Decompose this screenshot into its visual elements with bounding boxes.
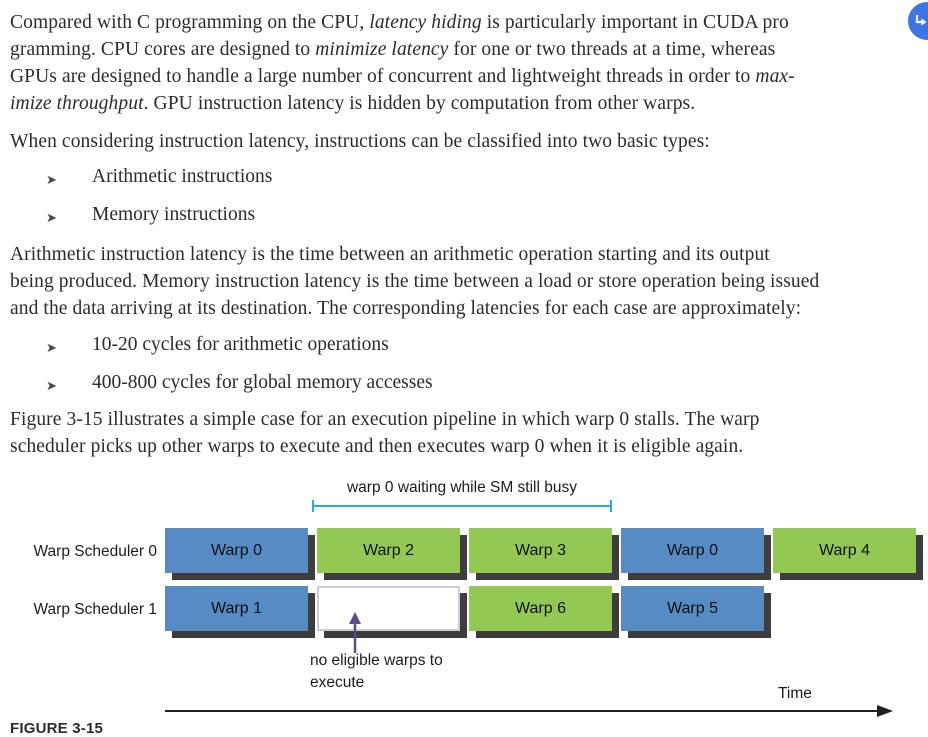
turn-arrow-icon [913, 13, 928, 29]
row-label-warp-scheduler-1: Warp Scheduler 1 [33, 601, 157, 618]
text-line: and the data arriving at its destination. The corresponding latencies for each case are approximately: [10, 298, 802, 319]
scheduler-0-timeline [165, 528, 916, 573]
warp-slot: Warp 0 [621, 528, 764, 573]
text-line [10, 63, 795, 90]
text-segment-italic: imize throughput [10, 93, 144, 114]
bullet-memory-instructions [46, 202, 255, 231]
paragraph-latency-definitions [10, 241, 819, 322]
text-segment: gramming. CPU cores are designed to [10, 39, 316, 60]
bullet-memory-cycles [46, 370, 433, 399]
warp-slot: Warp 0 [165, 528, 308, 573]
bracket-line [312, 505, 612, 507]
bullet-arithmetic-cycles [46, 332, 389, 361]
text-segment-italic: latency hiding [369, 12, 482, 33]
text-line [10, 36, 795, 63]
text-line: When considering instruction latency, instructions can be classified into two basic types: [10, 131, 710, 152]
warp-slot: Warp 5 [621, 586, 764, 631]
bullet-arrow-icon: ➤ [46, 341, 57, 356]
text-segment: for one or two threads at a time, whereas [448, 39, 776, 60]
bullet-arithmetic-instructions [46, 164, 272, 193]
bracket-tick [610, 500, 612, 512]
paragraph-figure-intro [10, 406, 760, 460]
paragraph-latency-hiding [10, 9, 795, 117]
text-segment: is particularly important in CUDA pro [481, 12, 789, 33]
text-segment: . GPU instruction latency is hidden by computation from other warps. [143, 93, 696, 114]
figure-caption: FIGURE 3-15 [10, 720, 104, 737]
text-segment: GPUs are designed to handle a large number of concurrent and lightweight threads in order to [10, 66, 756, 87]
text-line [10, 90, 795, 117]
annotation-no-eligible-warps [310, 650, 443, 694]
warp-slot: Warp 6 [469, 586, 612, 631]
text-segment: Compared with C programming on the CPU, [10, 12, 370, 33]
warp-slot-empty [317, 586, 460, 631]
text-segment-italic: max- [755, 66, 795, 87]
bullet-arrow-icon: ➤ [46, 173, 57, 188]
annotation-line: execute [310, 674, 365, 691]
time-axis-arrow [165, 701, 895, 721]
page-action-button[interactable] [908, 2, 928, 40]
bullet-text: 10-20 cycles for arithmetic operations [92, 334, 389, 355]
text-line: scheduler picks up other warps to execute and then executes warp 0 when it is eligible again. [10, 436, 744, 457]
row-label-warp-scheduler-0: Warp Scheduler 0 [33, 543, 157, 560]
warp-slot: Warp 2 [317, 528, 460, 573]
warp-slot: Warp 4 [773, 528, 916, 573]
text-line: Figure 3-15 illustrates a simple case for an execution pipeline in which warp 0 stalls. The warp [10, 409, 760, 430]
annotation-line: no eligible warps to [310, 652, 443, 669]
text-line: Arithmetic instruction latency is the time between an arithmetic operation starting and its output [10, 244, 770, 265]
bullet-text: Memory instructions [92, 204, 256, 225]
scheduler-1-timeline [165, 586, 764, 631]
paragraph-instruction-types [10, 128, 710, 155]
bracket-label: warp 0 waiting while SM still busy [346, 479, 577, 496]
bullet-arrow-icon: ➤ [46, 211, 57, 226]
warp-slot: Warp 1 [165, 586, 308, 631]
bullet-text: Arithmetic instructions [92, 166, 273, 187]
warp-slot: Warp 3 [469, 528, 612, 573]
text-line [10, 9, 795, 36]
text-segment-italic: minimize latency [315, 39, 449, 60]
stall-pointer-arrow [347, 610, 363, 654]
bullet-arrow-icon: ➤ [46, 379, 57, 394]
text-line: being produced. Memory instruction latency is the time between a load or store operation being issued [10, 271, 820, 292]
bracket-tick [312, 500, 314, 512]
time-axis-label: Time [778, 685, 812, 702]
bullet-text: 400-800 cycles for global memory accesses [92, 372, 433, 393]
